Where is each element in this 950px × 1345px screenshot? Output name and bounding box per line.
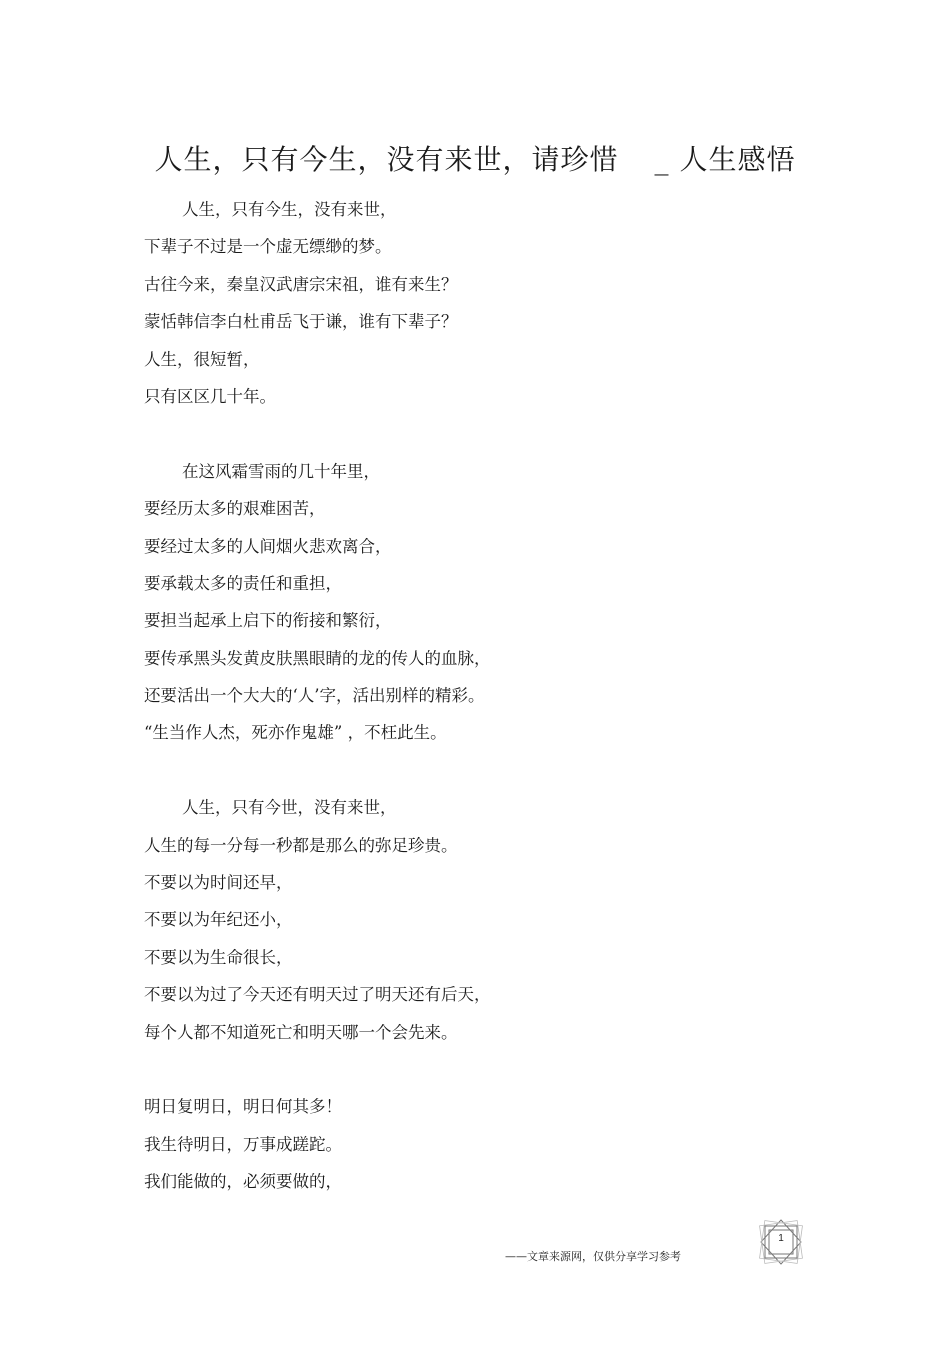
page-title — [0, 140, 950, 180]
paragraph-line: 古往今来，秦皇汉武唐宗宋祖，谁有来生？ — [144, 274, 458, 294]
paragraph-line: 人生的每一分每一秒都是那么的弥足珍贵。 — [144, 835, 458, 855]
paragraph-line: 要传承黑头发黄皮肤黑眼睛的龙的传人的血脉， — [144, 648, 491, 668]
paragraph-line: 在这风霜雪雨的几十年里， — [182, 461, 380, 481]
paragraph-line: 人生，只有今生，没有来世， — [182, 200, 397, 219]
paragraph-spacer — [144, 415, 844, 452]
paragraph-line: 我生待明日，万事成蹉跎。 — [144, 1134, 342, 1154]
paragraph-line: “生当作人杰，死亦作鬼雄” ，不枉此生。 — [144, 723, 447, 743]
paragraph-line: 还要活出一个大大的‘人’字，活出别样的精彩。 — [144, 686, 485, 706]
paragraph-line: 每个人都不知道死亡和明天哪一个会先来。 — [144, 1022, 458, 1042]
paragraph-line: 明日复明日，明日何其多！ — [144, 1097, 342, 1117]
paragraph-spacer — [144, 752, 844, 789]
paragraph-line: 蒙恬韩信李白杜甫岳飞于谦，谁有下辈子？ — [144, 312, 458, 332]
paragraph-line: 下辈子不过是一个虚无缥缈的梦。 — [144, 237, 392, 257]
paragraph-line: 不要以为年纪还小， — [144, 910, 293, 930]
page-number-badge — [757, 1219, 805, 1265]
footer-source-note: ——文章来源网，仅供分享学习参考 — [505, 1250, 681, 1263]
title-suffix: _ 人生感悟 — [654, 143, 796, 176]
paragraph-line: 只有区区几十年。 — [144, 386, 276, 406]
paragraph-line: 我们能做的，必须要做的， — [144, 1172, 342, 1192]
paragraph-line: 不要以为过了今天还有明天过了明天还有后天， — [144, 985, 491, 1005]
paragraph-spacer — [144, 1051, 844, 1088]
page-number: 1 — [778, 1233, 784, 1244]
paragraph-line: 人生，只有今世，没有来世， — [182, 798, 397, 818]
paragraph-line: 不要以为时间还早， — [144, 873, 293, 893]
article-body — [144, 191, 844, 1201]
paragraph-line: 要担当起承上启下的衔接和繁衍， — [144, 611, 392, 631]
title-main: 人生，只有今生，没有来世，请珍惜 — [154, 143, 619, 176]
paragraph-line: 要经历太多的艰难困苦， — [144, 499, 326, 519]
paragraph-line: 要承载太多的责任和重担， — [144, 573, 342, 593]
paragraph-line: 不要以为生命很长， — [144, 947, 293, 967]
paragraph-line: 要经过太多的人间烟火悲欢离合， — [144, 536, 392, 556]
paragraph-line: 人生，很短暂， — [144, 349, 260, 369]
